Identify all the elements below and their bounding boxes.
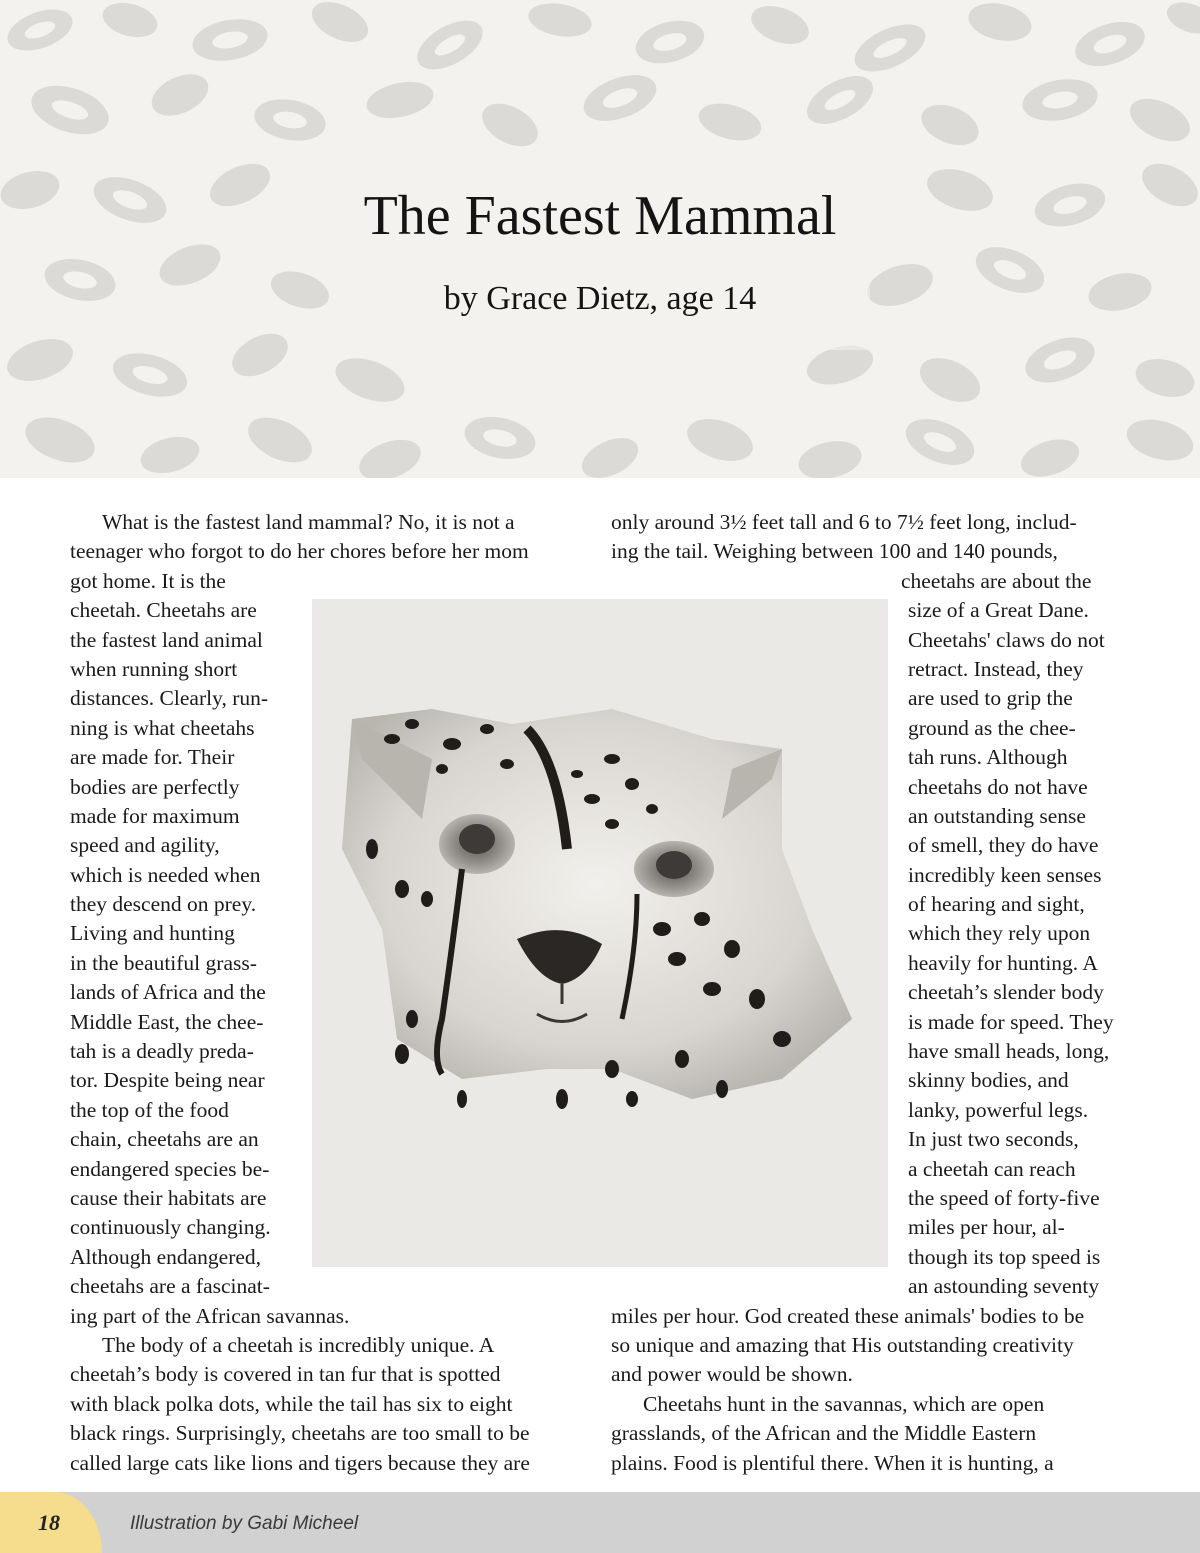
text-line: Although endangered, [70, 1244, 262, 1269]
text-line: got home. It is the [70, 568, 226, 593]
text-line: tah is a deadly preda- [70, 1039, 254, 1064]
text-line: chain, cheetahs are an [70, 1127, 259, 1152]
text-line: distances. Clearly, run- [70, 686, 269, 711]
text-line: lands of Africa and the [70, 980, 266, 1005]
text-line: cheetah. Cheetahs are [70, 598, 257, 623]
text-line: black rings. Surprisingly, cheetahs are too small to be [70, 1421, 530, 1446]
text-line: though its top speed is [908, 1244, 1101, 1269]
text-line: ing the tail. Weighing between 100 and 140 pounds, [611, 539, 1058, 564]
text-line: skinny bodies, and [908, 1068, 1069, 1093]
text-line: cheetahs are a fascinat- [70, 1274, 270, 1299]
text-line: which they rely upon [908, 921, 1091, 946]
text-line: which is needed when [70, 862, 261, 887]
text-line: lanky, powerful legs. [908, 1097, 1089, 1122]
text-line: In just two seconds, [908, 1127, 1079, 1152]
text-line: Living and hunting [70, 921, 235, 946]
text-line: have small heads, long, [908, 1039, 1110, 1064]
text-line: cause their habitats are [70, 1185, 267, 1210]
text-line: cheetah’s slender body [908, 980, 1104, 1005]
text-line: ning is what cheetahs [70, 715, 255, 740]
text-line: the speed of forty-five [908, 1185, 1100, 1210]
text-line: endangered species be- [70, 1156, 270, 1181]
text-line: the fastest land animal [70, 627, 263, 652]
text-line: in the beautiful grass- [70, 950, 257, 975]
cheetah-drawing [312, 599, 888, 1267]
text-line: cheetahs are about the [901, 568, 1092, 593]
text-line: The body of a cheetah is incredibly unique. A [102, 1332, 495, 1357]
text-line: an outstanding sense [908, 803, 1086, 828]
text-line: incredibly keen senses [908, 862, 1102, 887]
text-line: of hearing and sight, [908, 892, 1085, 917]
text-line: ing part of the African savannas. [70, 1303, 350, 1328]
text-line: grasslands, of the African and the Middle Eastern [611, 1421, 1037, 1446]
text-line: is made for speed. They [908, 1009, 1114, 1034]
text-line: Cheetahs' claws do not [908, 627, 1105, 652]
text-line: of smell, they do have [908, 833, 1099, 858]
text-line: teenager who forgot to do her chores before her mom [70, 539, 529, 564]
text-line: retract. Instead, they [908, 656, 1084, 681]
text-line: continuously changing. [70, 1215, 271, 1240]
text-line: bodies are perfectly [70, 774, 240, 799]
text-line: are made for. Their [70, 745, 235, 770]
text-line: ground as the chee- [908, 715, 1076, 740]
cheetah-illustration [312, 599, 888, 1267]
author-byline: by Grace Dietz, age 14 [443, 280, 757, 317]
text-line: plains. Food is plentiful there. When it is hunting, a [611, 1450, 1054, 1475]
text-line: called large cats like lions and tigers because they are [70, 1450, 530, 1475]
text-line: are used to grip the [908, 686, 1073, 711]
text-line: Cheetahs hunt in the savannas, which are open [643, 1391, 1045, 1416]
text-line: with black polka dots, while the tail has six to eight [70, 1391, 513, 1416]
text-line: made for maximum [70, 803, 240, 828]
text-line: they descend on prey. [70, 892, 257, 917]
text-line: a cheetah can reach [908, 1156, 1076, 1181]
text-line: heavily for hunting. A [908, 950, 1098, 975]
text-line: cheetahs do not have [908, 774, 1088, 799]
text-line: the top of the food [70, 1097, 229, 1122]
text-line: only around 3½ feet tall and 6 to 7½ feet long, includ- [611, 510, 1077, 534]
leopard-print-header [0, 0, 1200, 478]
text-line: cheetah’s body is covered in tan fur that is spotted [70, 1362, 501, 1387]
text-line: miles per hour, al- [908, 1215, 1065, 1240]
text-line: and power would be shown. [611, 1362, 853, 1387]
text-line: What is the fastest land mammal? No, it is not a [102, 510, 515, 534]
text-line: an astounding seventy [908, 1274, 1100, 1299]
text-line: tah runs. Although [908, 745, 1068, 770]
text-line: speed and agility, [70, 833, 220, 858]
illustration-credit: Illustration by Gabi Micheel [130, 1513, 359, 1534]
article-title: The Fastest Mammal [363, 185, 837, 247]
text-line: when running short [70, 656, 238, 681]
text-line: so unique and amazing that His outstanding creativity [611, 1332, 1074, 1357]
page-number: 18 [38, 1510, 60, 1535]
text-line: size of a Great Dane. [908, 598, 1089, 623]
text-line: Middle East, the chee- [70, 1009, 264, 1034]
text-line: miles per hour. God created these animals' bodies to be [611, 1303, 1085, 1328]
text-line: tor. Despite being near [70, 1068, 265, 1093]
